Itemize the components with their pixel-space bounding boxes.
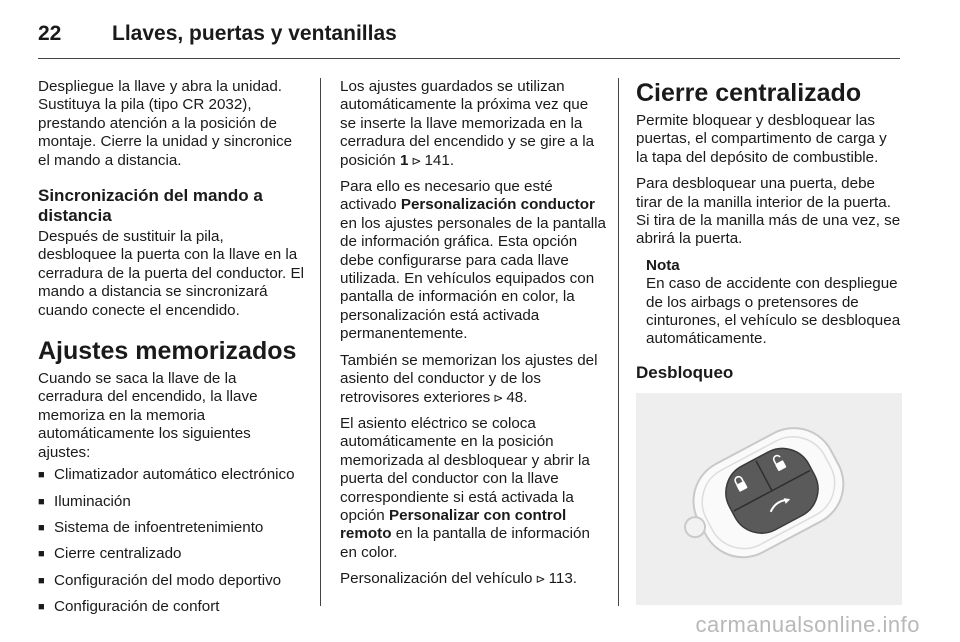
settings-list bbox=[38, 466, 304, 616]
paragraph-unlock-door: Para desbloquear una puerta, debe tirar de la manilla interior de la puerta. Si tira de la manilla más de una vez, se abrirá la puerta. bbox=[636, 175, 901, 248]
page-ref-arrow-icon: ⊳ bbox=[411, 153, 422, 168]
list-item: ■ Iluminación bbox=[38, 493, 304, 511]
list-item: ■ Configuración del modo deportivo bbox=[38, 572, 304, 590]
page-number: 22 bbox=[38, 22, 62, 45]
remote-key-illustration bbox=[636, 393, 902, 605]
page-ref-link[interactable]: 48. bbox=[506, 388, 528, 406]
page-header bbox=[38, 16, 918, 52]
heading-cierre: Cierre centralizado bbox=[636, 79, 862, 107]
page-ref-arrow-icon: ⊳ bbox=[493, 390, 504, 405]
column-3 bbox=[636, 78, 902, 605]
heading-sync: Sincronización del mando a distancia bbox=[38, 186, 263, 226]
header-rule bbox=[38, 58, 900, 59]
note-box bbox=[646, 257, 902, 349]
page-ref-link[interactable]: 113. bbox=[548, 570, 577, 588]
menu-term: Personalizar con control remoto bbox=[340, 506, 567, 543]
paragraph-sync: Después de sustituir la pila, desbloquee la puerta con la llave en la cerradura de la puerta del conductor. El mando a distancia se sincronizará cuando conecte el encendido. bbox=[38, 228, 304, 319]
key-fob-icon bbox=[636, 393, 902, 605]
column-2 bbox=[340, 78, 606, 597]
list-item: ■ Cierre centralizado bbox=[38, 545, 304, 563]
menu-term: Personalización conductor bbox=[400, 196, 595, 214]
page-ref-link[interactable]: 141. bbox=[424, 151, 455, 169]
column-1 bbox=[38, 78, 304, 625]
paragraph-central-lock: Permite bloquear y desbloquear las puertas, el compartimento de carga y la tapa del depósito de combustible. bbox=[636, 112, 887, 166]
page-title: Llaves, puertas y ventanillas bbox=[112, 22, 397, 45]
paragraph-saved-settings: Los ajustes guardados se utilizan automáticamente la próxima vez que se inserte la llave memorizada en la cerradura del encendido y se gire a la posición 1 ⊳ 141. bbox=[340, 78, 595, 169]
watermark: carmanualsonline.info bbox=[695, 612, 920, 637]
list-item: ■ Climatizador automático electrónico bbox=[38, 466, 304, 484]
ignition-position: 1 bbox=[399, 151, 409, 169]
heading-ajustes: Ajustes memorizados bbox=[38, 337, 297, 366]
column-divider-1 bbox=[320, 78, 321, 606]
paragraph-vehicle-personalization: Personalización del vehículo ⊳ 113. bbox=[340, 570, 577, 588]
note-text: En caso de accidente con despliegue de los airbags o pretensores de cinturones, el vehículo se desbloquea automáticamente. bbox=[646, 275, 901, 348]
paragraph-battery: Despliegue la llave y abra la unidad. Sustituya la pila (tipo CR 2032), prestando atención a la posición de montaje. Cierre la unidad y sincronice el mando a distancia. bbox=[38, 78, 293, 169]
heading-desbloqueo: Desbloqueo bbox=[636, 362, 734, 382]
list-item: ■ Configuración de confort bbox=[38, 598, 304, 616]
paragraph-electric-seat: El asiento eléctrico se coloca automáticamente en la posición memorizada al desbloquear y abrir la puerta del conductor con la llave correspondiente si está activada la opción Personalizar con control remoto en la pantalla de información en color. bbox=[340, 414, 590, 561]
paragraph-mirrors: También se memorizan los ajustes del asiento del conductor y de los retrovisores exteriores ⊳ 48. bbox=[340, 351, 598, 406]
note-title: Nota bbox=[646, 256, 680, 274]
paragraph-ajustes: Cuando se saca la llave de la cerradura del encendido, la llave memoriza en la memoria automáticamente los siguientes ajustes: bbox=[38, 370, 258, 461]
column-divider-2 bbox=[618, 78, 619, 606]
list-item: ■ Sistema de infoentretenimiento bbox=[38, 519, 304, 537]
page-ref-arrow-icon: ⊳ bbox=[535, 572, 546, 587]
paragraph-personalization: Para ello es necesario que esté activado Personalización conductor en los ajustes personales de la pantalla de información gráfica. Esta opción debe configurarse para cada llave utilizada. En vehículos equipados con pantalla de información en color, la personalización está activada permanentemente. bbox=[340, 178, 606, 343]
